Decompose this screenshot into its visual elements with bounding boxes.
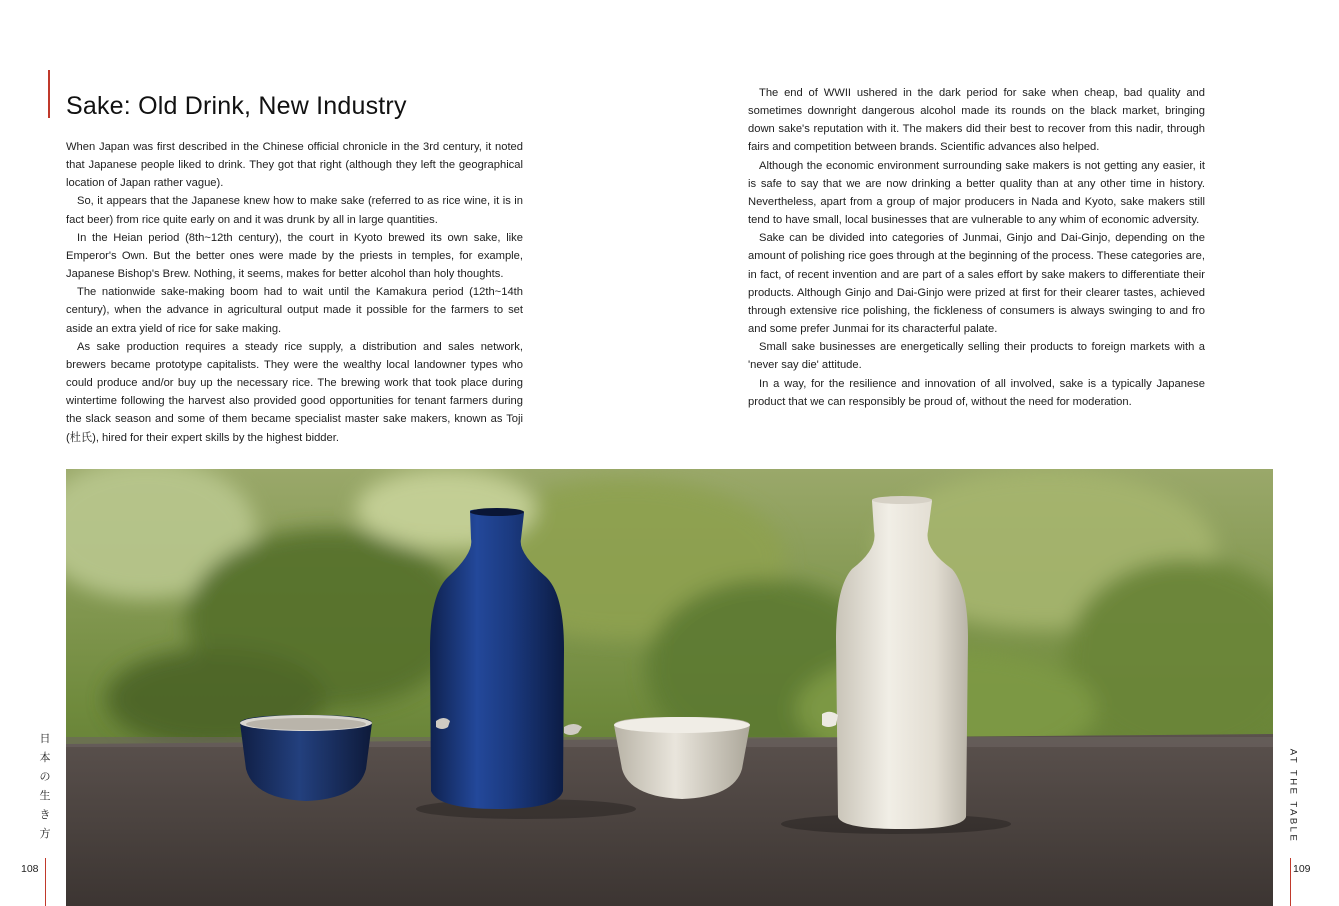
paragraph: So, it appears that the Japanese knew how to make sake (referred to as rice wine, it is in fact beer) from rice quite early on and it was drunk by all in large quantities.: [66, 195, 523, 226]
paragraph: The nationwide sake-making boom had to wait until the Kamakura period (12th~14th century), when the advance in agricultural output made it possible for the farmers to set aside an extra yield of rice for sake making.: [66, 286, 523, 335]
sidebar-char: 日: [39, 733, 51, 745]
paragraph: When Japan was first described in the Chinese official chronicle in the 3rd century, it noted that Japanese people liked to drink. They got that right (although they left the geographical location of Japan rather vague).: [66, 141, 523, 190]
paragraph: As sake production requires a steady rice supply, a distribution and sales network, brewers became prototype capitalists. They were the wealthy local landowner types who could produce and/or buy up the necessary rice. The brewing work that took place during wintertime following the harvest also provided good opportunities for tenant farmers during the slack season and some of them became specialist master sake makers, known as Toji (杜氏), hired for their expert skills by the highest bidder.: [66, 340, 523, 444]
right-text-column: [748, 84, 1205, 411]
section-label: AT THE TABLE: [1287, 748, 1299, 844]
sidebar-right-section-label: [1283, 748, 1303, 844]
sake-set-photo: [66, 469, 1273, 906]
paragraph: In the Heian period (8th~12th century), the court in Kyoto brewed its own sake, like Emperor's Own. But the better ones were made by the priests in temples, for example, Japanese Bishop's Brew. Nothing, it seems, makes for better alcohol than holy thoughts.: [66, 231, 523, 281]
paragraph: Sake can be divided into categories of Junmai, Ginjo and Dai-Ginjo, depending on the amount of polishing rice goes through at the beginning of the process. These categories are, in fact, of recent invention and are part of a sales effort by sake makers to differentiate their products. Although Ginjo and Dai-Ginjo were prized at first for their clearer tastes, achieved through extensive rice polishing, the fickleness of consumers is always swinging to and fro and some prefer Junmai for its characterful palate.: [748, 232, 1205, 336]
page-accent-tick-right: [1290, 858, 1291, 906]
paragraph: Small sake businesses are energetically selling their products to foreign markets with a 'never say die' attitude.: [748, 341, 1205, 372]
title-accent-bar: [48, 70, 50, 118]
left-text-column: [66, 138, 523, 447]
paragraph: The end of WWII ushered in the dark period for sake when cheap, bad quality and sometimes downright dangerous alcohol made its rounds on the black market, bringing down sake's reputation with it. The makers did their best to recover from this nadir, through fairs and competition between brands. Scientific advances also helped.: [748, 87, 1205, 154]
sidebar-left-japanese: [38, 732, 52, 841]
page-number-left: 108: [21, 863, 39, 875]
paragraph: In a way, for the resilience and innovation of all involved, sake is a typically Japanese product that we can responsibly be proud of, without the need for moderation.: [748, 377, 1205, 408]
sidebar-char: 生: [39, 790, 51, 802]
page-number-right: 109: [1293, 863, 1311, 875]
paragraph: Although the economic environment surrounding sake makers is not getting any easier, it is safe to say that we are now drinking a better quality than at any other time in history. Nevertheless, apart from a group of major producers in Nada and Kyoto, sake makers still tend to have small, local businesses that are vulnerable to any whim of economic adversity.: [748, 159, 1205, 227]
sidebar-char: き: [39, 809, 51, 821]
page-accent-tick-left: [45, 858, 46, 906]
sidebar-char: の: [39, 771, 51, 783]
sidebar-char: 本: [39, 752, 51, 764]
sidebar-char: 方: [39, 828, 51, 840]
article-title: Sake: Old Drink, New Industry: [66, 92, 407, 120]
